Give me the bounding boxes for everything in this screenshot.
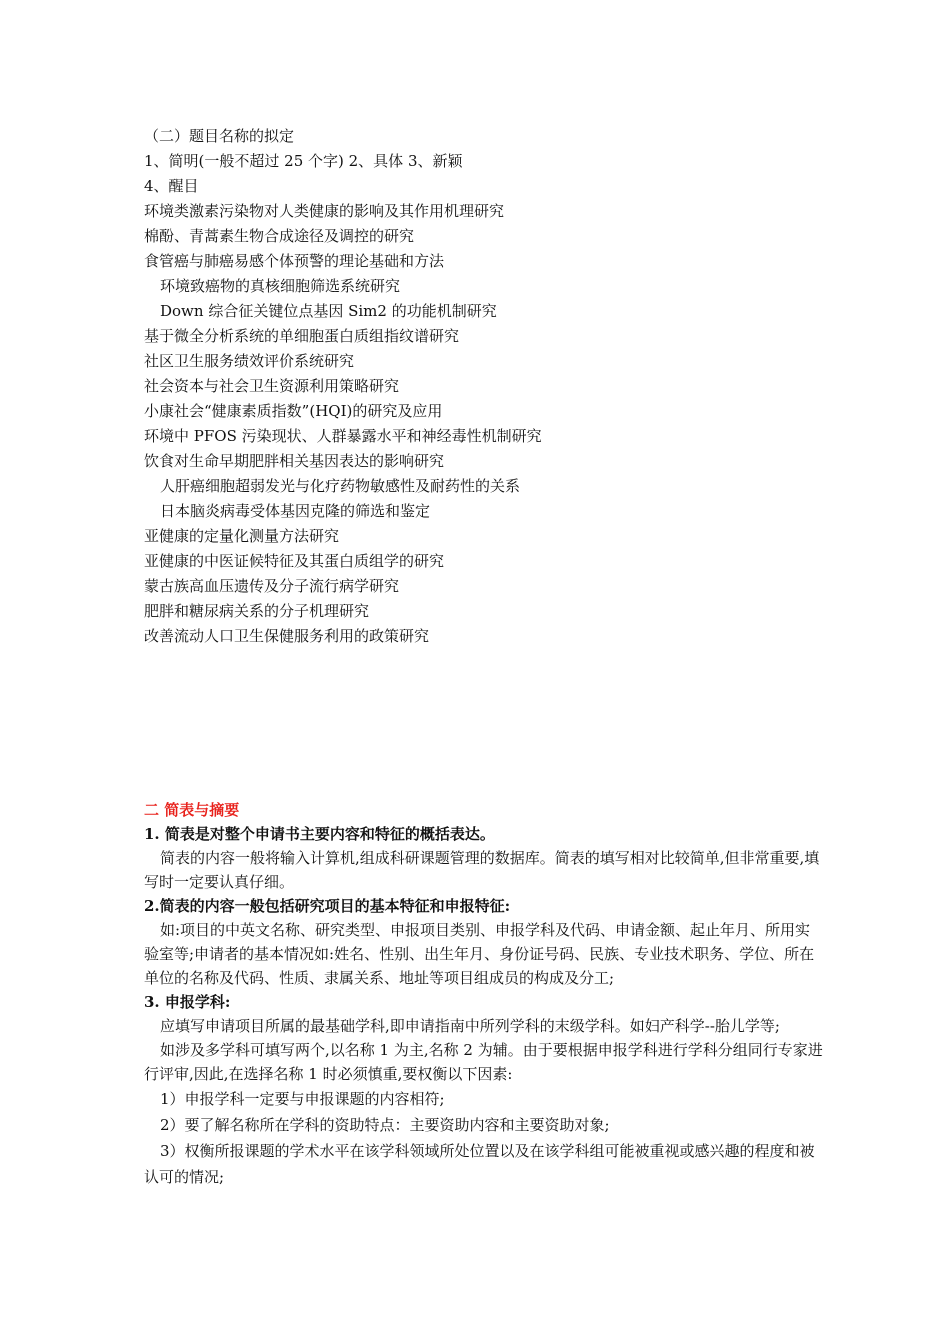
example-title: 环境类激素污染物对人类健康的影响及其作用机理研究 [144,202,505,220]
subheading-3: 3. 申报学科: [144,993,231,1011]
example-title: 小康社会“健康素质指数”(HQI)的研究及应用 [144,402,443,420]
example-title: 人肝癌细胞超弱发光与化疗药物敏感性及耐药性的关系 [160,477,521,495]
example-title: 饮食对生命早期肥胖相关基因表达的影响研究 [144,452,445,470]
criteria-line-2: 4、醒目 [144,177,199,195]
list-item: 2）要了解名称所在学科的资助特点：主要资助内容和主要资助对象; [160,1116,610,1134]
title-naming-section [144,124,824,649]
example-title: 蒙古族高血压遗传及分子流行病学研究 [144,577,400,595]
example-title: 亚健康的定量化测量方法研究 [144,527,340,545]
example-title: 食管癌与肺癌易感个体预警的理论基础和方法 [144,252,445,270]
example-title: 肥胖和糖尿病关系的分子机理研究 [144,602,370,620]
section-title: 二 简表与摘要 [144,801,240,819]
example-title: Down 综合征关键位点基因 Sim2 的功能机制研究 [160,302,497,320]
list-item: 3）权衡所报课题的学术水平在该学科领域所处位置以及在该学科组可能被重视或感兴趣的程度和被认可的情况; [144,1142,815,1186]
example-title: 棉酚、青蒿素生物合成途径及调控的研究 [144,227,415,245]
summary-section [144,798,824,1190]
paragraph-3: 应填写申请项目所属的最基础学科,即申请指南中所列学科的末级学科。如妇产科学--胎儿学等; [160,1017,780,1035]
section-heading: （二）题目名称的拟定 [144,127,295,145]
example-title: 环境致癌物的真核细胞筛选系统研究 [160,277,401,295]
subheading-2: 2.简表的内容一般包括研究项目的基本特征和申报特征: [144,897,511,915]
paragraph-4: 如涉及多学科可填写两个,以名称 1 为主,名称 2 为辅。由于要根据申报学科进行学科分组同行专家进行评审,因此,在选择名称 1 时必须慎重,要权衡以下因素: [144,1041,823,1083]
criteria-line: 1、简明(一般不超过 25 个字) 2、具体 3、新颖 [144,152,463,170]
example-title: 社区卫生服务绩效评价系统研究 [144,352,355,370]
subheading-1: 1. 简表是对整个申请书主要内容和特征的概括表达。 [144,825,495,843]
example-title: 社会资本与社会卫生资源利用策略研究 [144,377,400,395]
example-title: 亚健康的中医证候特征及其蛋白质组学的研究 [144,552,445,570]
example-title: 日本脑炎病毒受体基因克隆的筛选和鉴定 [160,502,431,520]
example-title: 基于微全分析系统的单细胞蛋白质组指纹谱研究 [144,327,460,345]
example-title: 改善流动人口卫生保健服务利用的政策研究 [144,627,430,645]
list-item: 1）申报学科一定要与申报课题的内容相符; [160,1090,445,1108]
paragraph-2: 如:项目的中英文名称、研究类型、申报项目类别、申报学科及代码、申请金额、起止年月、所用实验室等;申请者的基本情况如:姓名、性别、出生年月、身份证号码、民族、专业技术职务、学位、所在单位的名称及代码、性质、隶属关系、地址等项目组成员的构成及分工; [144,921,815,987]
example-title: 环境中 PFOS 污染现状、人群暴露水平和神经毒性机制研究 [144,427,542,445]
paragraph-1: 简表的内容一般将输入计算机,组成科研课题管理的数据库。简表的填写相对比较简单,但非常重要,填写时一定要认真仔细。 [144,849,820,891]
